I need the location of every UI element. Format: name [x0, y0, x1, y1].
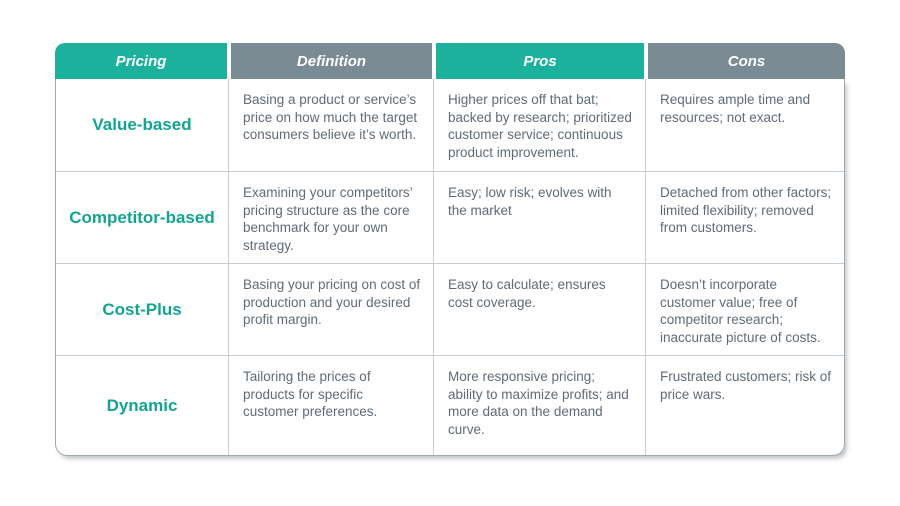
column-header-cons-label: Cons — [727, 52, 766, 70]
cons-cell-value-based: Requires ample time and resources; not exact. — [660, 92, 811, 125]
pros-cell-competitor-based: Easy; low risk; evolves with the market — [434, 171, 646, 263]
definition-cell-dynamic: Tailoring the prices of products for specific customer preferences. — [229, 355, 434, 455]
row-label-dynamic: Dynamic — [56, 355, 229, 455]
row-label-cost-plus: Cost-Plus — [56, 263, 229, 355]
column-header-pros — [436, 43, 644, 79]
table-header-row — [55, 43, 845, 79]
column-header-pricing-label: Pricing — [115, 52, 167, 70]
definition-cell-cost-plus: Basing your pricing on cost of production and your desired profit margin. — [229, 263, 434, 355]
cons-cell-dynamic: Frustrated customers; risk of price wars. — [646, 355, 844, 455]
column-header-pros-label: Pros — [523, 52, 557, 70]
definition-cell-value-based: Basing a product or service’s price on how much the target consumers believe it’s worth. — [229, 79, 434, 171]
column-header-cons — [648, 43, 845, 79]
column-header-definition-label: Definition — [296, 52, 367, 70]
row-label-value-based: Value-based — [56, 79, 229, 171]
row-label-competitor-based: Competitor-based — [56, 171, 229, 263]
definition-cell-competitor-based: Examining your competitors’ pricing structure as the core benchmark for your own strategy. — [229, 171, 434, 263]
pricing-comparison-table — [55, 43, 845, 456]
column-header-definition — [231, 43, 432, 79]
table-body — [55, 79, 845, 456]
cons-cell-cost-plus: Doesn’t incorporate customer value; free of competitor research; inaccurate picture of costs. — [646, 263, 844, 355]
column-header-pricing — [55, 43, 227, 79]
pros-cell-value-based: Higher prices off that bat; backed by research; prioritized customer service; continuous product improvement. — [434, 79, 646, 171]
cons-cell-competitor-based: Detached from other factors; limited flexibility; removed from customers. — [646, 171, 844, 263]
pros-cell-cost-plus: Easy to calculate; ensures cost coverage. — [434, 263, 646, 355]
pros-cell-dynamic: More responsive pricing; ability to maximize profits; and more data on the demand curve. — [434, 355, 646, 455]
